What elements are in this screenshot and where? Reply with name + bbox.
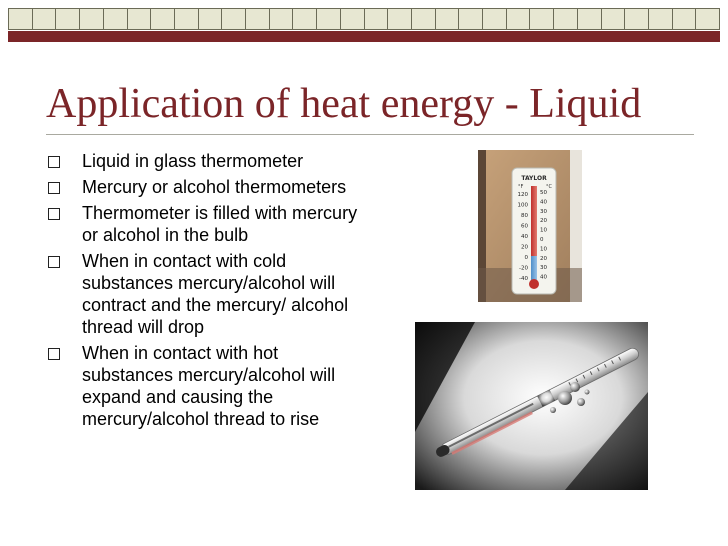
celsius-tick-label: 20 (540, 218, 547, 225)
blue-column (531, 256, 537, 282)
celsius-tick-label: 30 (540, 265, 547, 272)
bullet-item (40, 342, 370, 430)
header-cell (8, 8, 33, 30)
square-bullet-icon (48, 156, 60, 168)
celsius-tick-label: 50 (540, 190, 547, 196)
celsius-tick-label: 0 (540, 237, 544, 243)
header-accent-bar (8, 31, 720, 42)
header-cell (411, 8, 436, 30)
fahrenheit-tick-label: 20 (521, 244, 528, 251)
header-cell (624, 8, 649, 30)
mercury-bead (558, 391, 572, 405)
slide-title: Application of heat energy - Liquid (46, 81, 642, 127)
header-cell (198, 8, 223, 30)
bullet-text: Liquid in glass thermometer (82, 151, 304, 171)
fahrenheit-label: °F (518, 184, 524, 190)
mercury-bead (550, 407, 556, 413)
celsius-tick-label: 10 (540, 246, 547, 253)
header-cell (482, 8, 507, 30)
header-band (8, 8, 720, 42)
header-cell (529, 8, 554, 30)
header-cell (174, 8, 199, 30)
header-cell (553, 8, 578, 30)
square-bullet-icon (48, 348, 60, 360)
header-cell (364, 8, 389, 30)
header-cell (601, 8, 626, 30)
mercury-bead (577, 398, 585, 406)
bullet-item (40, 250, 370, 338)
title-divider (46, 134, 694, 135)
brand-label: TAYLOR (521, 175, 547, 182)
header-cell (435, 8, 460, 30)
bullet-item (40, 150, 370, 172)
red-column (531, 186, 537, 256)
header-cell (458, 8, 483, 30)
header-cells (8, 8, 720, 30)
square-bullet-icon (48, 256, 60, 268)
bullet-text: When in contact with cold substances mercury/alcohol will contract and the mercury/ alcohol thread will drop (82, 251, 349, 337)
bulb (529, 279, 539, 289)
mercury-bead (585, 390, 590, 395)
bullet-text: Thermometer is filled with mercury or alcohol in the bulb (82, 203, 358, 245)
header-cell (387, 8, 412, 30)
celsius-tick-label: 10 (540, 227, 547, 234)
square-bullet-icon (48, 182, 60, 194)
header-cell (55, 8, 80, 30)
bullet-list (40, 150, 370, 434)
header-cell (127, 8, 152, 30)
header-cell (340, 8, 365, 30)
bullet-item (40, 176, 370, 198)
celsius-tick-label: 20 (540, 255, 547, 262)
fahrenheit-tick-label: 80 (521, 213, 528, 219)
header-cell (672, 8, 697, 30)
fahrenheit-tick-label: -40 (519, 276, 528, 282)
header-cell (79, 8, 104, 30)
header-cell (577, 8, 602, 30)
wall-thermometer-photo (478, 150, 582, 302)
header-cell (103, 8, 128, 30)
header-cell (269, 8, 294, 30)
header-cell (292, 8, 317, 30)
fahrenheit-tick-label: 100 (517, 202, 528, 209)
fahrenheit-tick-label: 40 (521, 234, 528, 240)
mercury-thermometer-photo (415, 322, 648, 490)
header-cell (506, 8, 531, 30)
bullet-text: Mercury or alcohol thermometers (82, 177, 347, 197)
header-cell (648, 8, 673, 30)
celsius-tick-label: 40 (540, 199, 547, 206)
header-cell (245, 8, 270, 30)
bullet-item (40, 202, 370, 246)
celsius-tick-label: 30 (540, 208, 547, 215)
header-cell (221, 8, 246, 30)
fahrenheit-tick-label: 60 (521, 223, 528, 230)
header-cell (695, 8, 720, 30)
header-cell (316, 8, 341, 30)
square-bullet-icon (48, 208, 60, 220)
header-cell (150, 8, 175, 30)
celsius-tick-label: 40 (540, 274, 547, 281)
fahrenheit-tick-label: -20 (519, 265, 528, 272)
fahrenheit-tick-label: 120 (517, 192, 528, 198)
bullet-text: When in contact with hot substances mercury/alcohol will expand and causing the mercury/alcohol thread to rise (82, 343, 336, 429)
mercury-bead (570, 382, 580, 392)
fahrenheit-tick-label: 0 (524, 255, 528, 261)
celsius-label: °C (546, 184, 552, 190)
header-cell (32, 8, 57, 30)
